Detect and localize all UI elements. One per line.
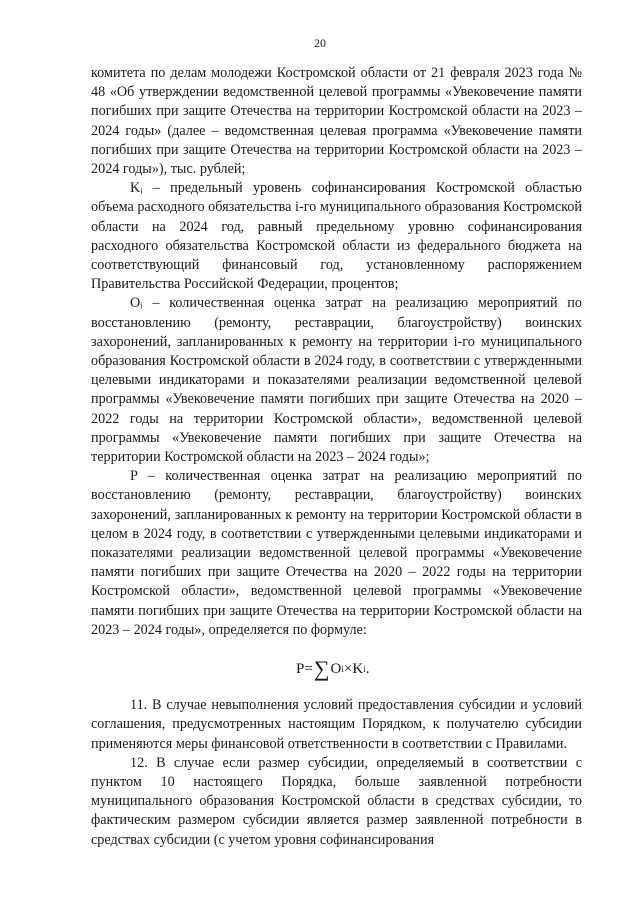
page-number: 20: [314, 36, 326, 50]
sum-symbol: ∑: [313, 656, 330, 682]
paragraph-item-12: 12. В случае если размер субсидии, определяемый в соответствии с пунктом 10 настоящего Порядка, больше заявленной потребности муниципального образования Костромской области в средствах субсидии, то фактическим размером субсидии является размер заявленной потребности в средствах субсидии (с учетом уровня софинансирования: [91, 754, 582, 848]
paragraph-ki-definition: Kᵢ – предельный уровень софинансирования Костромской областью объема расходного обязательства i-го муниципального образования Костромской области на 2024 год, равный предельному уровню софинансирования расходного обязательства Костромской области из федерального бюджета на соответствующий финансовый год, установленному распоряжением Правительства Российской Федерации, процентов;: [91, 180, 582, 293]
formula-k: K: [352, 660, 364, 677]
formula-o: O: [330, 660, 342, 677]
paragraph-oi-definition: Oᵢ – количественная оценка затрат на реализацию мероприятий по восстановлению (ремонту, реставрации, благоустройству) воинских захоронений, запланированных к ремонту на территории i-го муниципального образования Костромской области в 2024 году, в соответствии с утвержденными целевыми индикаторами и показателями реализации ведомственной целевой программы «Увековечение памяти погибших при защите Отечества на 2020 – 2022 годы на территории Костромской области», ведомственной целевой программы «Увековечение памяти погибших при защите Отечества на территории Костромской области на 2023 – 2024 годы»;: [91, 295, 582, 466]
formula-k-subscript: i: [363, 664, 366, 675]
formula-lhs: P: [296, 660, 305, 677]
formula-o-subscript: i: [341, 664, 344, 675]
document-body: [91, 64, 582, 850]
formula: [91, 650, 582, 688]
paragraph-continuation: комитета по делам молодежи Костромской области от 21 февраля 2023 года № 48 «Об утверждении ведомственной целевой программы «Увековечение памяти погибших при защите Отечества на территории Костромской области на 2023 – 2024 годы» (далее – ведомственная целевая программа «Увековечение памяти погибших при защите Отечества на территории Костромской области на 2023 – 2024 годы»), тыс. рублей;: [91, 65, 582, 178]
formula-equals: =: [304, 660, 313, 677]
formula-times: ×: [343, 660, 353, 677]
paragraph-item-11: 11. В случае невыполнения условий предоставления субсидии и условий соглашения, предусмотренных настоящим Порядком, к получателю субсидии применяются меры финансовой ответственности в соответствии с Правилами.: [91, 697, 582, 752]
paragraph-p-definition: P – количественная оценка затрат на реализацию мероприятий по восстановлению (ремонту, реставрации, благоустройству) воинских захоронений, запланированных к ремонту на территории Костромской области в целом в 2024 году, в соответствии с утвержденными целевыми индикаторами и показателями реализации ведомственной целевой программы «Увековечение памяти погибших при защите Отечества на 2020 – 2022 годы на территории Костромской области», ведомственной целевой программы «Увековечение памяти погибших при защите Отечества на территории Костромской области на 2023 – 2024 годы», определяется по формуле:: [91, 468, 582, 638]
formula-end: .: [365, 660, 370, 677]
